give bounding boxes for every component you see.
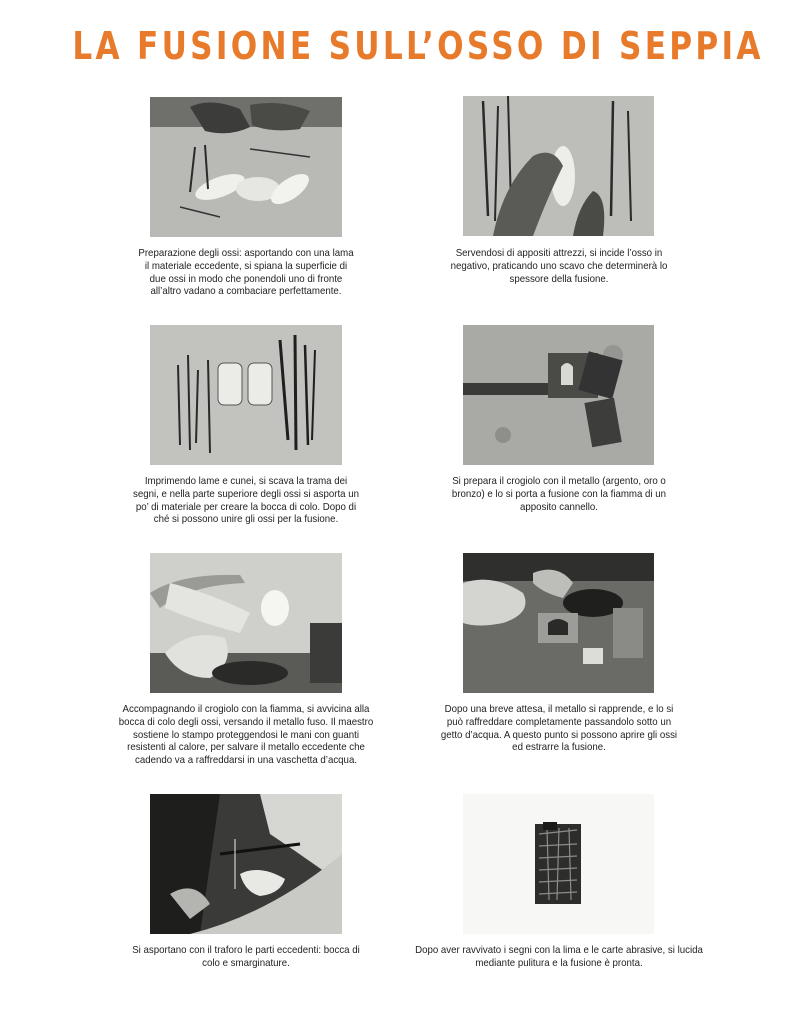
page-title: LA FUSIONE SULL’OSSO DI SEPPIA [72, 24, 764, 68]
photo-bones-preparation [150, 97, 342, 237]
photo-pouring-metal [150, 553, 342, 693]
caption-step-5: Accompagnando il crogiolo con la fiamma, si avvicina alla bocca di colo degli ossi, versando il metallo fuso. Il maestro sostiene lo stampo proteggendosi le mani con guanti resistenti al calore, per salvare il metallo eccedente che cadendo va a raffreddarsi in una vaschetta d’acqua. [118, 704, 374, 767]
photo-finished-piece [463, 794, 654, 934]
caption-step-1: Preparazione degli ossi: asportando con una lama il materiale eccedente, si spiana la superficie di due ossi in modo che ponendoli uno di fronte all’altro vadano a combaciare perfettamente. [138, 248, 354, 298]
caption-step-3: Imprimendo lame e cunei, si scava la trama dei segni, e nella parte superiore degli ossi si asporta un po’ di materiale per creare la bocca di colo. Dopo di ché si possono unire gli ossi per la fusione. [133, 476, 359, 526]
caption-step-7: Si asportano con il traforo le parti eccedenti: bocca di colo e smarginature. [132, 945, 360, 969]
caption-step-8: Dopo aver ravvivato i segni con la lima e le carte abrasive, si lucida mediante pulitura e la fusione è pronta. [415, 945, 703, 969]
caption-step-6: Dopo una breve attesa, il metallo si rapprende, e lo si può raffreddare completamente passandolo sotto un getto d’acqua. A questo punto si possono aprire gli ossi ed estrarre la fusione. [440, 704, 678, 754]
photo-crucible [463, 325, 654, 465]
photo-fretsaw [150, 794, 342, 934]
caption-step-4: Si prepara il crogiolo con il metallo (argento, oro o bronzo) e lo si porta a fusione con la fiamma di un apposito cannello. [451, 476, 667, 513]
photo-cooling-water [463, 553, 654, 693]
photo-engraving-tools [463, 96, 654, 236]
caption-step-2: Servendosi di appositi attrezzi, si incide l’osso in negativo, praticando uno scavo che determinerà lo spessore della fusione. [450, 248, 668, 285]
photo-blades-wedges [150, 325, 342, 465]
